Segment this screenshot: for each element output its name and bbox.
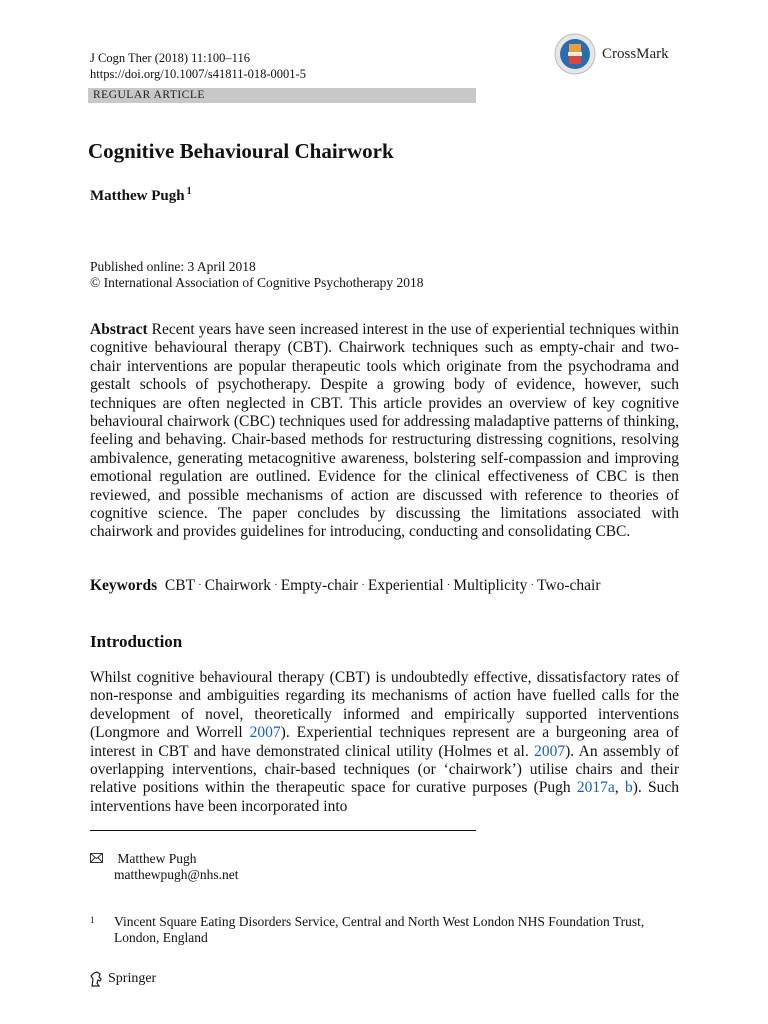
keyword-separator: ·: [446, 579, 451, 591]
keywords-label: Keywords: [90, 577, 158, 594]
publication-info: [90, 259, 423, 291]
author-name: Matthew Pugh: [90, 188, 185, 204]
intro-text: Whilst cognitive behavioural therapy (CBT) is undoubtedly effective, dissatisfactory rates of non-response and ambiguities regarding its mechanisms of action have fuelled calls for the development of novel, theoretically informed and empirically supported interventions (Longmore and Worrell: [90, 669, 679, 742]
keyword-item: Experiential: [367, 577, 444, 594]
abstract-label: Abstract: [90, 321, 148, 338]
article-title: Cognitive Behavioural Chairwork: [88, 139, 394, 163]
keyword-item: Empty-chair: [280, 577, 359, 594]
affiliation-text: Vincent Square Eating Disorders Service, Central and North West London NHS Foundation Trust, London, England: [114, 914, 645, 945]
keyword-separator: ·: [361, 579, 365, 591]
keyword-item: Chairwork: [204, 577, 272, 594]
intro-text: ). An assembly of overlapping interventions, chair-based techniques (or ‘chairwork’) utilise chairs and their relative positions within the therapeutic space for curative purposes (Pugh: [90, 742, 679, 797]
keyword-separator: ·: [198, 579, 202, 591]
intro-text: ,: [614, 779, 625, 797]
publisher-logo: [88, 970, 156, 988]
crossmark-label: CrossMark: [602, 45, 669, 62]
article-type-banner: REGULAR ARTICLE: [88, 88, 476, 103]
citation-link[interactable]: 2017a: [576, 779, 615, 797]
copyright-text: International Association of Cognitive Psychotherapy 2018: [103, 275, 424, 290]
introduction-paragraph: [90, 669, 679, 816]
footnote-divider: [90, 830, 476, 831]
doi-link[interactable]: https://doi.org/10.1007/s41811-018-0001-5: [90, 67, 306, 81]
author-line: [90, 186, 192, 205]
publisher-name: Springer: [108, 971, 157, 986]
abstract: [90, 321, 679, 542]
springer-horse-icon: [88, 970, 106, 988]
abstract-text: Recent years have seen increased interest in the use of experiential techniques within cognitive behavioural therapy (CBT). Chairwork techniques such as empty-chair and two-chair interventions are popular therapeutic tools which originate from the psychodrama and gestalt schools of psychotherapy. Despite a growing body of evidence, however, such techniques are often neglected in CBT. This article provides an overview of key cognitive behavioural chairwork (CBC) techniques used for addressing maladaptive patterns of thinking, feeling and behaving. Chair-based methods for restructuring distressing cognitions, resolving ambivalence, generating metacognitive awareness, bolstering self-compassion and improving emotional regulation are outlined. Evidence for the clinical effectiveness of CBC is then reviewed, and possible mechanisms of action are discussed with reference to theories of cognitive science. The paper concludes by discussing the limitations associated with chairwork and provides guidelines for introducing, conducting and consolidating CBC.: [90, 321, 680, 541]
keyword-separator: ·: [530, 579, 535, 591]
copyright-line: [90, 275, 423, 291]
journal-citation: J Cogn Ther (2018) 11:100–116: [90, 51, 250, 65]
author-affil-mark: 1: [186, 186, 192, 197]
intro-text: ). Such interventions have been incorporated into: [90, 779, 679, 815]
envelope-icon: [90, 851, 106, 867]
keyword-separator: ·: [274, 579, 278, 591]
keyword-item: Multiplicity: [453, 577, 528, 594]
published-date: Published online: 3 April 2018: [90, 259, 256, 274]
crossmark-icon: [553, 32, 597, 76]
intro-text: ). Experiential techniques represent are a burgeoning area of interest in CBT and have demonstrated clinical utility (Holmes et al.: [90, 724, 679, 760]
citation-link[interactable]: 2007: [249, 724, 281, 742]
introduction-heading: Introduction: [90, 632, 183, 651]
copyright-symbol: ©: [90, 275, 101, 290]
keywords: [90, 577, 690, 595]
citation-link[interactable]: b: [624, 779, 633, 797]
contact-email[interactable]: matthewpugh@nhs.net: [114, 867, 239, 882]
affiliation-mark: 1: [90, 915, 95, 925]
keyword-item: Two-chair: [537, 577, 601, 594]
citation-link[interactable]: 2007: [534, 742, 566, 760]
contact-name: Matthew Pugh: [117, 851, 197, 866]
keyword-item: CBT: [164, 577, 196, 594]
affiliation-footnote: [90, 914, 680, 946]
corresponding-author: [90, 851, 239, 883]
crossmark-badge[interactable]: [553, 33, 683, 75]
